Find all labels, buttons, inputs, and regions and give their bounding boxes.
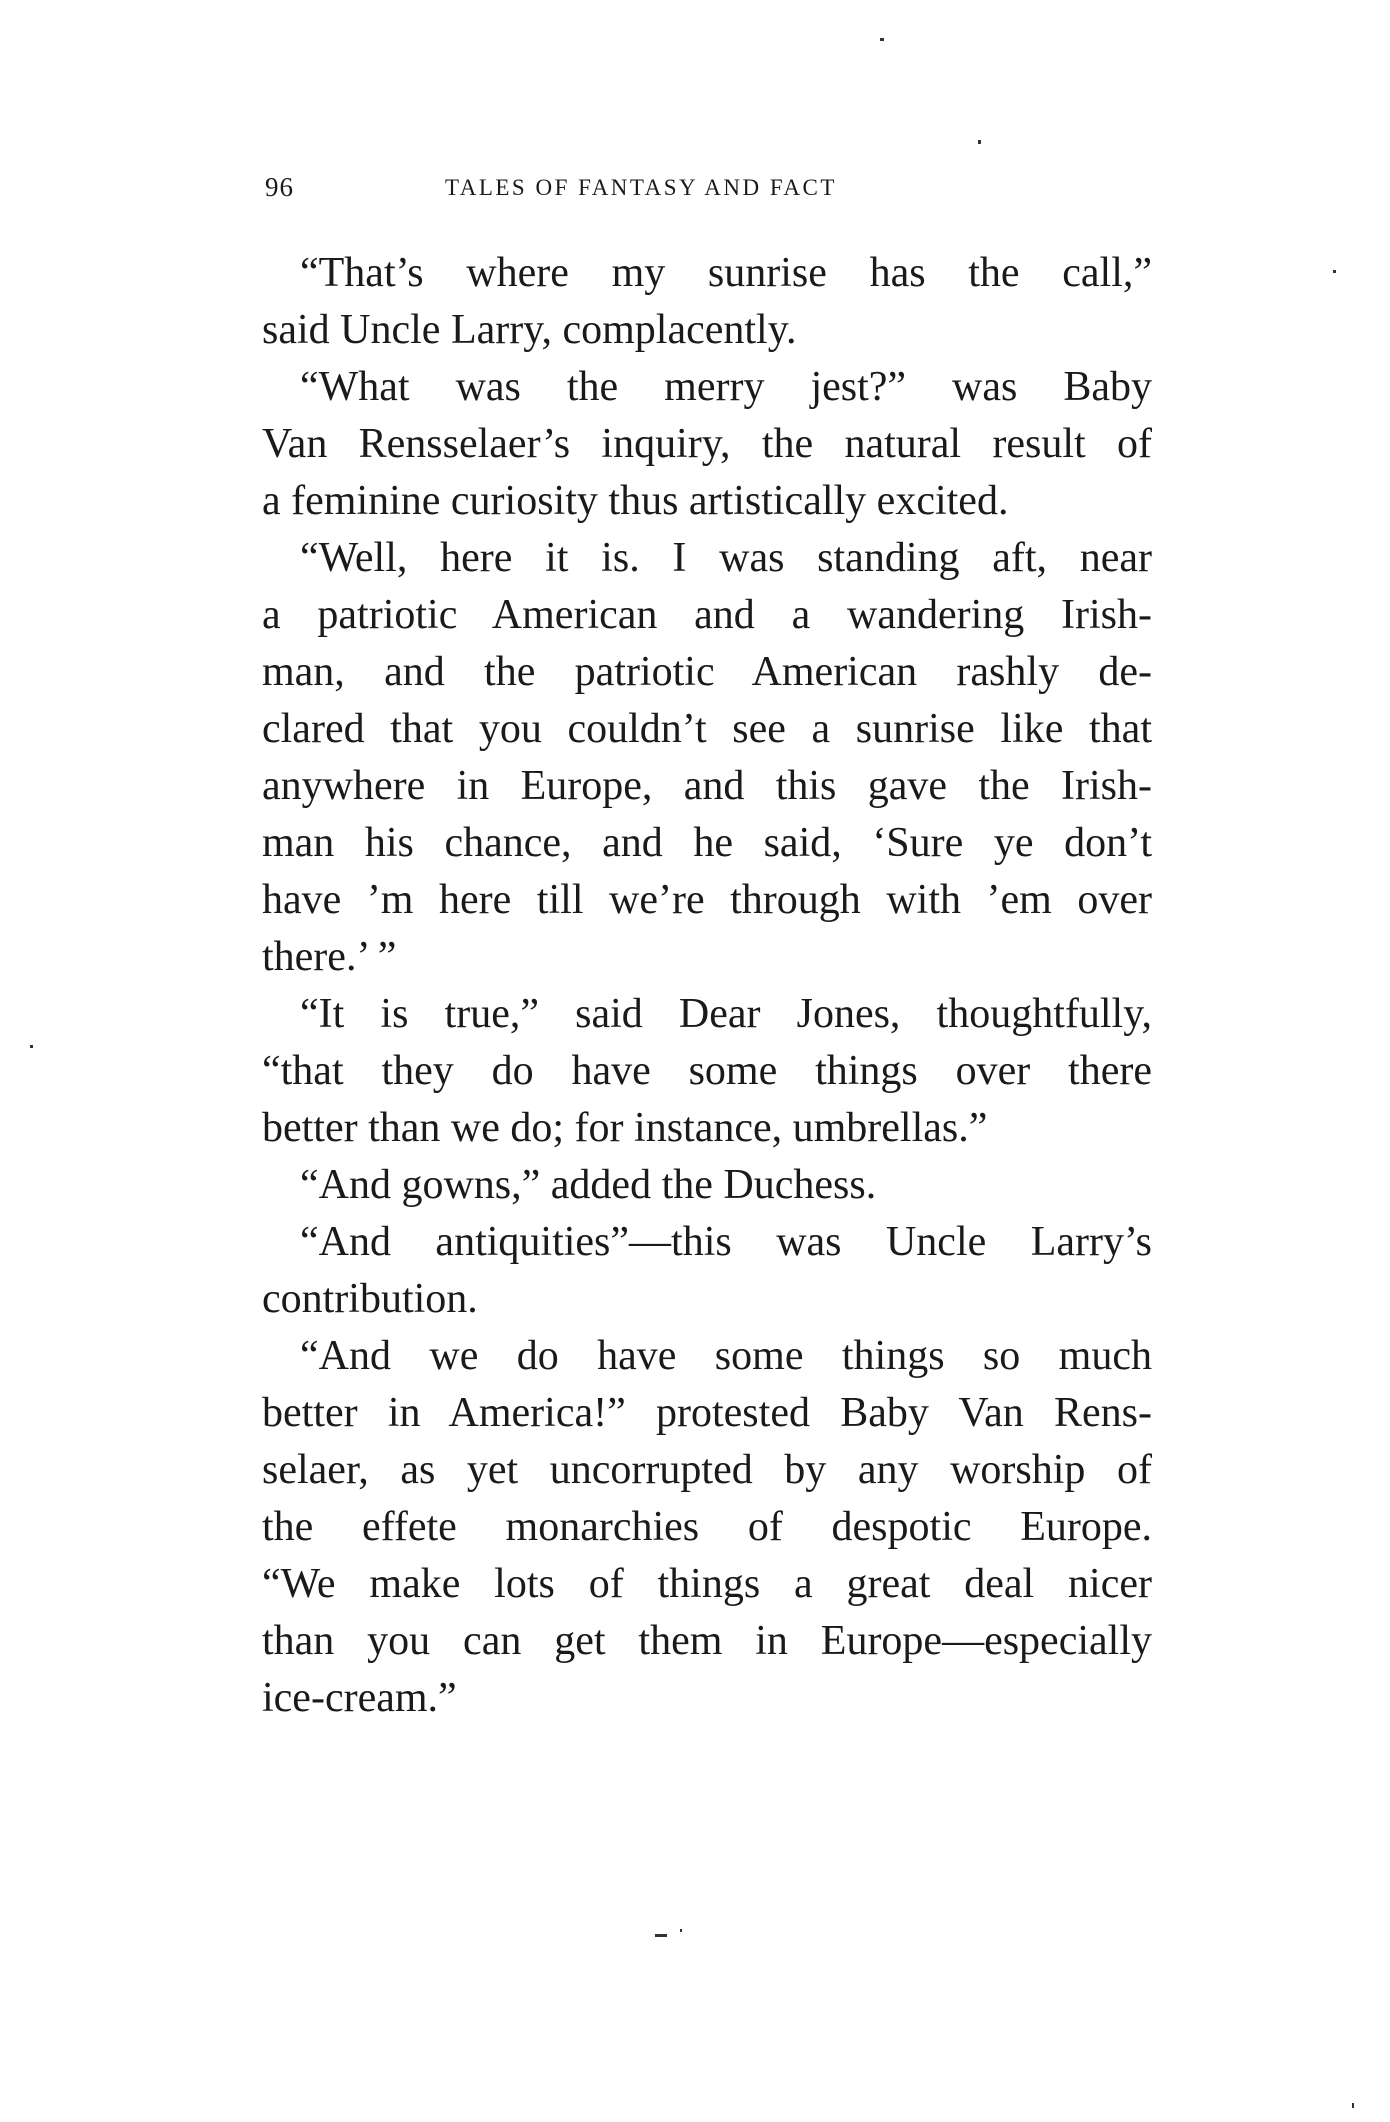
text-line: man, and the patriotic American rashly de-: [262, 649, 1152, 695]
scan-speck: [880, 38, 884, 41]
text-line: “It is true,” said Dear Jones, thoughtfully,: [300, 991, 1152, 1037]
text-line: “What was the merry jest?” was Baby: [300, 364, 1152, 410]
scan-speck: [680, 1929, 682, 1932]
text-line: clared that you couldn’t see a sunrise like that: [262, 706, 1152, 752]
text-line: “We make lots of things a great deal nicer: [262, 1561, 1152, 1607]
text-line: “That’s where my sunrise has the call,”: [300, 250, 1152, 296]
text-line: have ’m here till we’re through with ’em over: [262, 877, 1152, 923]
text-line: than you can get them in Europe—especially: [262, 1618, 1152, 1664]
scan-speck: [1352, 2103, 1354, 2108]
scan-speck: [655, 1934, 667, 1937]
text-line: “And we do have some things so much: [300, 1333, 1152, 1379]
text-line: the effete monarchies of despotic Europe.: [262, 1504, 1152, 1550]
body-text: [262, 245, 1152, 1727]
text-line: contribution.: [262, 1276, 478, 1322]
text-line: better in America!” protested Baby Van Rens-: [262, 1390, 1152, 1436]
scan-speck: [30, 1045, 33, 1048]
text-line: better than we do; for instance, umbrellas.”: [262, 1105, 988, 1151]
text-line: a patriotic American and a wandering Irish-: [262, 592, 1152, 638]
text-line: Van Rensselaer’s inquiry, the natural result of: [262, 421, 1152, 467]
text-line: man his chance, and he said, ‘Sure ye don’t: [262, 820, 1152, 866]
text-line: ice-cream.”: [262, 1675, 457, 1721]
text-line: anywhere in Europe, and this gave the Irish-: [262, 763, 1152, 809]
text-line: “that they do have some things over there: [262, 1048, 1152, 1094]
text-line: “And antiquities”—this was Uncle Larry’s: [300, 1219, 1152, 1265]
text-line: there.’ ”: [262, 934, 397, 980]
text-line: said Uncle Larry, complacently.: [262, 307, 797, 353]
running-head: [265, 172, 980, 212]
text-line: “Well, here it is. I was standing aft, near: [300, 535, 1152, 581]
text-line: selaer, as yet uncorrupted by any worship of: [262, 1447, 1152, 1493]
text-line: a feminine curiosity thus artistically excited.: [262, 478, 1009, 524]
scan-speck: [1333, 270, 1336, 273]
text-line: “And gowns,” added the Duchess.: [300, 1162, 877, 1208]
running-title: TALES OF FANTASY AND FACT: [445, 175, 837, 200]
page-number: 96: [265, 172, 294, 202]
scan-speck: [978, 140, 981, 144]
